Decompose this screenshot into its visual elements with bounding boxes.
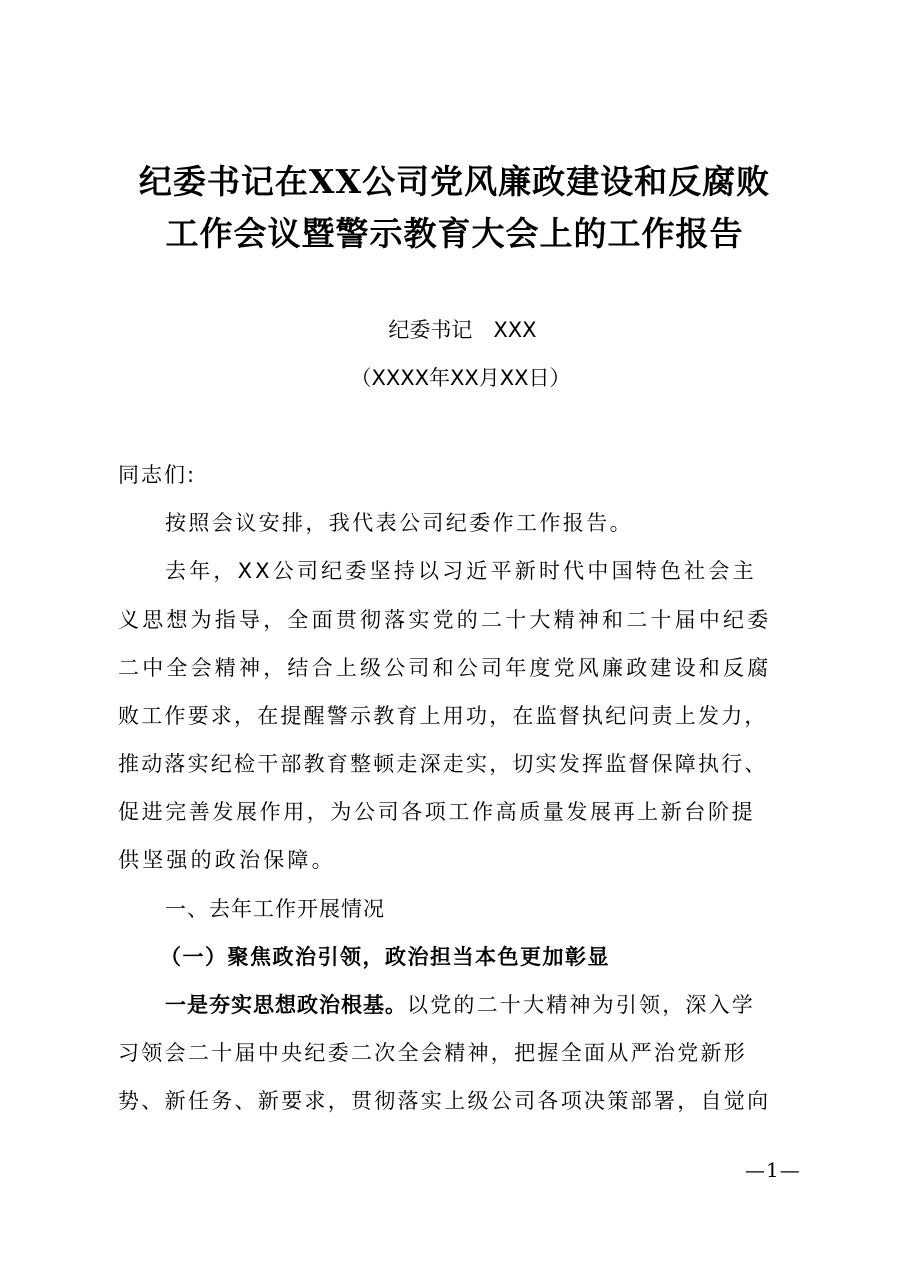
author-line: 纪委书记 XXX (388, 318, 537, 342)
subsection-heading: （一）聚焦政治引领，政治担当本色更加彰显 (160, 944, 610, 969)
paragraph-line: 促进完善发展作用，为公司各项工作高质量发展再上新台阶提 (118, 800, 756, 824)
salutation: 同志们: (118, 463, 197, 487)
paragraph-line: 二中全会精神，结合上级公司和公司年度党风廉政建设和反腐 (118, 656, 772, 680)
document-title-line-2: 工作会议暨警示教育大会上的工作报告 (165, 214, 744, 253)
paragraph-line: 败工作要求，在提醒警示教育上用功，在监督执纪问责上发力， (118, 704, 768, 728)
paragraph-lead-heading: 一是夯实思想政治根基。 (165, 992, 407, 1017)
paragraph-lead-rest: 以党的二十大精神为引领，深入学 (407, 993, 755, 1017)
paragraph-line: 供坚强的政治保障。 (118, 848, 336, 872)
paragraph-line: 义思想为指导，全面贯彻落实党的二十大精神和二十届中纪委 (118, 608, 772, 632)
paragraph-line: 习领会二十届中央纪委二次全会精神，把握全面从严治党新形 (118, 1041, 748, 1065)
paragraph-line: 势、新任务、新要求，贯彻落实上级公司各项决策部署，自觉向 (118, 1089, 771, 1113)
document-title-line-1: 纪委书记在XX公司党风廉政建设和反腐败 (138, 162, 771, 201)
paragraph-line: 推动落实纪检干部教育整顿走深走实，切实发挥监督保障执行、 (118, 752, 768, 776)
page-number: —1— (745, 1158, 801, 1182)
date-line: （XXXX年XX月XX日） (350, 366, 571, 390)
paragraph-first-line (165, 990, 845, 1020)
section-heading: 一、去年工作开展情况 (165, 897, 385, 921)
paragraph-intro: 按照会议安排，我代表公司纪委作工作报告。 (165, 511, 633, 535)
paragraph-line: 去年，XX公司纪委坚持以习近平新时代中国特色社会主 (165, 559, 757, 583)
